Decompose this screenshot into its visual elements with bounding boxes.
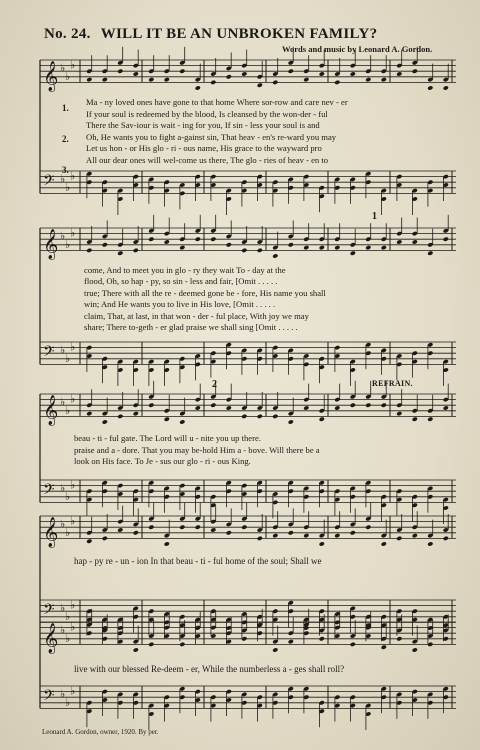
lyric-line: beau - ti - ful gate. The Lord will u - nite you up there. [74,433,261,443]
note-head [164,541,170,546]
note-head [272,647,278,652]
note-head [195,405,201,410]
note-head [257,83,263,88]
note-head [350,71,356,76]
note-head [257,248,263,253]
note-head [303,405,309,410]
note-head [365,77,371,82]
note-head [241,525,247,530]
note-head [396,411,402,416]
note-head [443,536,449,541]
note-head [443,85,449,90]
flat-icon: ♭ [60,343,66,357]
note-head [226,74,232,79]
note-head [133,647,139,652]
note-head [226,242,232,247]
bass-clef-icon: 𝄢 [43,686,55,708]
flat-icon: ♭ [65,695,71,709]
note-head [86,539,92,544]
note-head [334,245,340,250]
note-head [148,403,154,408]
bass-clef-icon: 𝄢 [43,342,55,364]
flat-icon: ♭ [65,237,71,251]
note-head [133,71,139,76]
note-head [334,405,340,410]
note-head [117,527,123,532]
note-head [334,80,340,85]
lyrics-system-4 [74,554,321,570]
note-head [86,77,92,82]
note-head [272,80,278,85]
note-head [257,414,263,419]
bass-clef-icon: 𝄢 [43,171,55,193]
note-head [164,417,170,422]
note-head [303,533,309,538]
flat-icon: ♭ [60,481,66,495]
note-head [443,237,449,242]
flat-icon: ♭ [70,598,76,612]
note-head [179,525,185,530]
note-head [319,417,325,422]
note-head [272,253,278,258]
note-head [288,530,294,535]
note-head [164,77,170,82]
note-head [148,642,154,647]
note-head [133,411,139,416]
note-head [288,419,294,424]
treble-clef-icon: 𝄞 [43,517,59,548]
flat-icon: ♭ [70,340,76,354]
flat-icon: ♭ [60,601,66,615]
flat-icon: ♭ [70,58,76,72]
note-head [86,411,92,416]
note-head [381,645,387,650]
verse-numbers [62,99,74,176]
note-head [117,69,123,74]
note-head [179,245,185,250]
note-head [288,242,294,247]
note-head [381,245,387,250]
note-head [102,242,108,247]
note-head [412,239,418,244]
note-head [396,536,402,541]
flat-icon: ♭ [65,351,71,365]
note-head [241,248,247,253]
flat-icon: ♭ [70,169,76,183]
lyric-line: Oh, He wants you to fight a-gainst sin, That heav - en's re-ward you may [86,131,337,142]
note-head [350,642,356,647]
note-head [412,533,418,538]
verse-number-2: 2. [62,134,69,144]
flat-icon: ♭ [60,61,66,75]
note-head [195,85,201,90]
note-head [319,636,325,641]
note-head [365,403,371,408]
note-head [396,636,402,641]
lyric-line: Ma - ny loved ones have gone to that home Where sor-row and care nev - er [86,97,348,107]
copyright-notice: Leonard A. Gordon, owner, 1920. By per. [42,728,159,736]
note-head [210,403,216,408]
note-head [412,69,418,74]
note-head [148,237,154,242]
note-head [148,525,154,530]
note-head [412,417,418,422]
note-head [210,527,216,532]
note-head [427,85,433,90]
flat-icon: ♭ [70,514,76,528]
lyrics-system-3 [74,433,320,468]
lyrics-system-1 [86,97,348,166]
flat-icon: ♭ [65,609,71,623]
note-head [133,248,139,253]
lyric-line: Let us hon - or His glo - ri - ous name, His grace to the wayward pro [86,143,322,153]
lyric-line: praise and a - dore. That you may be-hold Him a - bove. Will there be a [74,444,320,455]
note-head [117,414,123,419]
lyric-line: come, And to meet you in glo - ry they wait To - day at the [84,265,286,275]
note-head [303,245,309,250]
lyrics-system-5 [74,662,344,678]
verse-number-3: 3. [62,165,69,175]
note-head [427,251,433,256]
bass-clef-icon: 𝄢 [43,600,55,622]
note-head [133,530,139,535]
lyric-line: share; There to-geth - er glad praise we shall sing [Omit . . . . . [84,321,298,332]
note-head [117,251,123,256]
flat-icon: ♭ [65,69,71,83]
note-head [195,237,201,242]
note-head [241,414,247,419]
note-head [319,71,325,76]
note-head [272,414,278,419]
note-head [443,405,449,410]
note-head [365,525,371,530]
verse-number-1: 1. [62,103,69,113]
note-head [288,639,294,644]
note-head [179,69,185,74]
note-head [381,541,387,546]
lyric-line: look on His face. To Je - sus our glo - ri - ous King. [74,456,251,467]
flat-icon: ♭ [60,229,66,243]
treble-clef-icon: 𝄞 [43,395,59,426]
note-head [365,245,371,250]
note-head [350,403,356,408]
note-head [381,77,387,82]
lyric-line: true; There with all the re - deemed gone be - fore, His name you shall [84,287,326,298]
refrain-label: REFRAIN. [372,379,413,388]
note-head [427,541,433,546]
note-head [102,77,108,82]
note-head [396,71,402,76]
lyric-line: win; And He wants you to live in His love, [Omit . . . . . [84,299,276,310]
lyric-line: claim, That, at last, in that won - der - ful place, With joy we may [84,310,309,321]
note-head [334,533,340,538]
note-head [226,530,232,535]
flat-icon: ♭ [70,478,76,492]
note-head [86,248,92,253]
hymn-title: WILL IT BE AN UNBROKEN FAMILY? [100,26,378,42]
flat-icon: ♭ [60,395,66,409]
lyric-line: flood, Oh, so hap - py, so sin - less and fair, [Omit . . . . . [84,276,278,287]
lyric-line: hap - py re - un - ion In that beau - ti - ful home of the soul; Shall we [74,556,322,566]
lyric-line: If your soul is redeemed by the blood, Is cleansed by the won-der - ful [86,108,328,119]
note-head [210,80,216,85]
treble-clef-icon: 𝄞 [43,623,59,654]
bass-clef-icon: 𝄢 [43,480,55,502]
note-head [303,77,309,82]
flat-icon: ♭ [60,517,66,531]
lyrics-system-2 [84,265,326,333]
note-head [412,647,418,652]
note-head [288,69,294,74]
treble-clef-icon: 𝄞 [43,61,59,92]
flat-icon: ♭ [70,620,76,634]
note-head [195,525,201,530]
note-head [350,530,356,535]
note-head [319,541,325,546]
second-ending-number: 2 [212,379,217,390]
note-head [179,419,185,424]
note-head [427,417,433,422]
flat-icon: ♭ [70,226,76,240]
flat-icon: ♭ [65,180,71,194]
note-head [102,536,108,541]
flat-icon: ♭ [70,392,76,406]
flat-icon: ♭ [65,403,71,417]
flat-icon: ♭ [60,687,66,701]
lyric-line: There the Sav-iour is wait - ing for you, If sin - less your soul is and [86,120,320,130]
first-ending-number: 1 [372,211,377,222]
hymn-credit: Words and music by Leonard A. Gordon. [282,44,433,54]
hymn-number: No. 24. [44,26,91,42]
note-head [257,536,263,541]
note-head [148,77,154,82]
note-head [226,405,232,410]
treble-clef-icon: 𝄞 [43,229,59,260]
lyric-line: live with our blessed Re-deem - er, While the numberless a - ges shall roll? [74,664,345,674]
note-head [272,533,278,538]
lyric-line: All our dear ones will wel-come us there, The glo - ries of heav - en to [86,154,329,165]
flat-icon: ♭ [65,525,71,539]
note-head [319,245,325,250]
note-head [179,642,185,647]
note-head [396,239,402,244]
note-head [102,419,108,424]
flat-icon: ♭ [65,631,71,645]
note-head [164,239,170,244]
note-head [241,71,247,76]
flat-icon: ♭ [70,684,76,698]
flat-icon: ♭ [60,172,66,186]
note-head [350,251,356,256]
flat-icon: ♭ [60,623,66,637]
note-head [210,237,216,242]
note-head [381,403,387,408]
flat-icon: ♭ [65,489,71,503]
